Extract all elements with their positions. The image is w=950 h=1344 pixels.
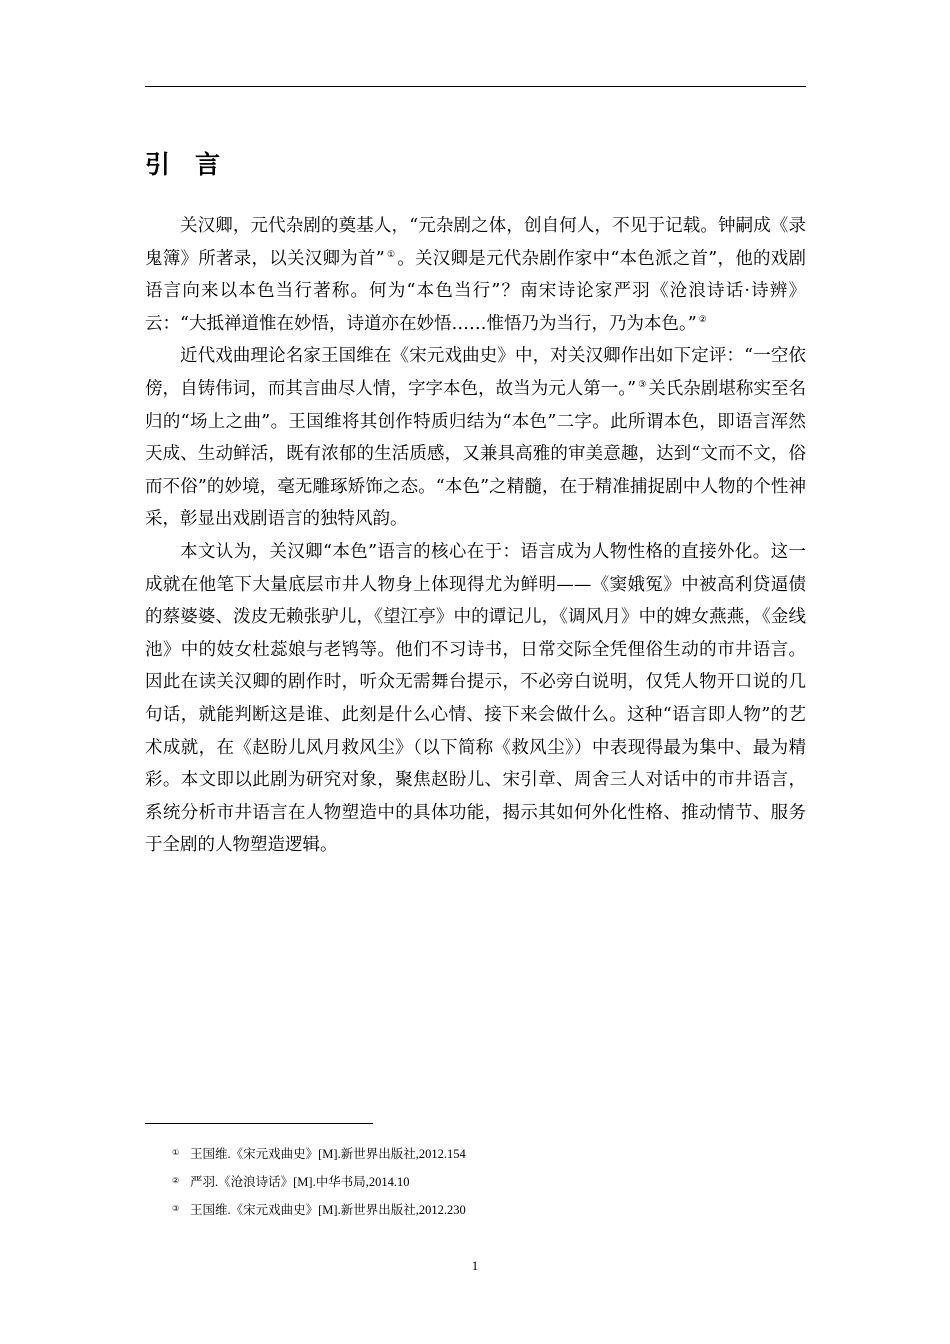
page-number: 1 bbox=[471, 1258, 479, 1273]
footnote-mark: ② bbox=[172, 1176, 180, 1185]
footnote-ref-2[interactable]: ② bbox=[698, 314, 707, 325]
footnote-text: 严羽.《沧浪诗话》[M].中华书局,2014.10 bbox=[190, 1175, 410, 1189]
footnote-ref-1[interactable]: ① bbox=[386, 249, 396, 260]
footnote-item bbox=[172, 1141, 792, 1169]
paragraph-1-text-1: 关汉卿，元代杂剧的奠基人，“元杂剧之体，创自何人，不见于记载。钟嗣成《录鬼簿》所著录，以关汉卿为首” bbox=[145, 216, 806, 269]
footnote-mark: ① bbox=[172, 1148, 180, 1157]
footnote-separator bbox=[145, 1123, 373, 1124]
body-text bbox=[145, 210, 806, 862]
footnote-text: 王国维.《宋元戏曲史》[M].新世界出版社,2012.230 bbox=[190, 1203, 466, 1217]
paragraph-3 bbox=[145, 536, 806, 862]
footnote-mark: ③ bbox=[172, 1204, 180, 1213]
footnote-text: 王国维.《宋元戏曲史》[M].新世界出版社,2012.154 bbox=[190, 1147, 466, 1161]
footnotes bbox=[172, 1141, 792, 1225]
paragraph-2 bbox=[145, 340, 806, 536]
footnote-item bbox=[172, 1169, 792, 1197]
footnote-ref-3[interactable]: ③ bbox=[638, 380, 647, 391]
paragraph-2-text-2: 关氏杂剧堪称实至名归的“场上之曲”。王国维将其创作特质归结为“本色”二字。此所谓本色，即语言浑然天成、生动鲜活，既有浓郁的生活质感，又兼具高雅的审美意趣，达到“文而不文，俗而不俗”的妙境，毫无雕琢矫饰之态。“本色”之精髓，在于精准捕捉剧中人物的个性神采，彰显出戏剧语言的独特风韵。 bbox=[145, 378, 806, 530]
header-rule bbox=[145, 86, 806, 87]
paragraph-3-text-1: 本文认为，关汉卿“本色”语言的核心在于：语言成为人物性格的直接外化。这一成就在他笔下大量底层市井人物身上体现得尤为鲜明——《窦娥冤》中被高利贷逼债的蔡婆婆、泼皮无赖张驴儿，《望江亭》中的谭记儿，《调风月》中的婢女燕燕，《金线池》中的妓女杜蕊娘与老鸨等。他们不习诗书，日常交际全凭俚俗生动的市井语言。因此在读关汉卿的剧作时，听众无需舞台提示，不必旁白说明，仅凭人物开口说的几句话，就能判断这是谁、此刻是什么心情、接下来会做什么。这种“语言即人物”的艺术成就，在《赵盼儿风月救风尘》（以下简称《救风尘》）中表现得最为集中、最为精彩。本文即以此剧为研究对象，聚焦赵盼儿、宋引章、周舍三人对话中的市井语言，系统分析市井语言在人物塑造中的具体功能，揭示其如何外化性格、推动情节、服务于全剧的人物塑造逻辑。 bbox=[145, 541, 806, 856]
section-heading: 引言 bbox=[145, 150, 246, 179]
paragraph-1-text-2: 。关汉卿是元代杂剧作家中“本色派之首”，他的戏剧语言向来以本色当行著称。何为“本色当行”？南宋诗论家严羽《沧浪诗话·诗辨》云：“大抵禅道惟在妙悟，诗道亦在妙悟……惟悟乃为当行，乃为本色。” bbox=[145, 248, 806, 334]
paragraph-1 bbox=[145, 210, 806, 340]
paragraph-2-text-1: 近代戏曲理论名家王国维在《宋元戏曲史》中，对关汉卿作出如下定评：“一空依傍，自铸伟词，而其言曲尽人情，字字本色，故当为元人第一。” bbox=[145, 346, 806, 399]
footnote-item bbox=[172, 1197, 792, 1225]
